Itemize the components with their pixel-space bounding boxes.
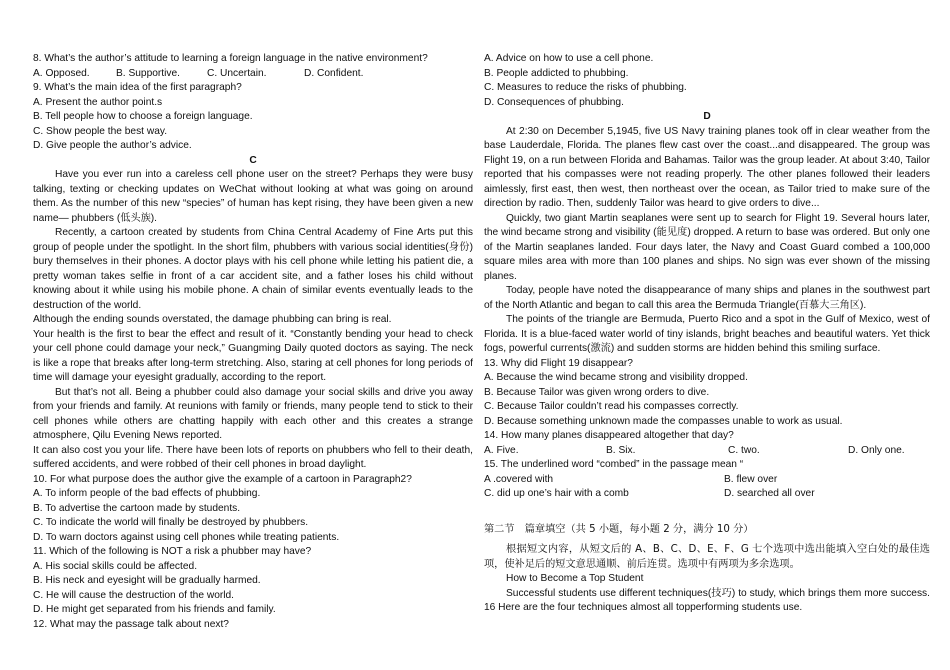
question-15: 15. The underlined word “combed” in the passage mean “ xyxy=(484,459,744,470)
option-c: C. Show people the best way. xyxy=(33,125,168,137)
article-title: How to Become a Top Student xyxy=(506,573,644,584)
passage-d-paragraph-4: The points of the triangle are Bermuda, Puerto Rico and a spot in the Gulf of Mexico, west of Florida. It is a blue-faced water world of tiny islands, bright beaches and beautiful waters. Yet thick fogs, powerful currents(激流) and sudden storms are hidden behind this smiling surface. xyxy=(484,314,930,354)
option-d: D. To warn doctors against using cell phones while treating patients. xyxy=(33,531,340,543)
option-b: B. Six. xyxy=(606,444,636,456)
option-c: C. did up one’s hair with a comb xyxy=(484,488,629,499)
option-c: C. two. xyxy=(728,444,760,456)
option-c: C. To indicate the world will finally be destroyed by phubbers. xyxy=(33,517,309,528)
passage-c-paragraph-3b: Your health is the first to bear the effect and result of it. “Constantly bending your head to check your cell phone could damage your neck,” Guangming Daily quoted doctors as saying. The neck is like a rope that breaks after long-term stretching. Also, staring at cell phones for long periods of time will damage your eyesight gradually, according to the report. xyxy=(33,328,473,383)
option-a: A. His social skills could be affected. xyxy=(33,560,198,572)
option-b: B. People addicted to phubbing. xyxy=(484,67,629,79)
question-15-options-row-1 xyxy=(484,473,930,488)
option-a: A. Present the author point.s xyxy=(33,96,163,108)
section-2-instructions: 根据短文内容，从短文后的 A、B、C、D、E、F、G 七个选项中选出能填入空白处的最佳选项，使补足后的短文意思通顺、前后连贯。选项中有两项为多余选项。 xyxy=(484,544,930,570)
option-b: B. flew over xyxy=(724,473,778,485)
option-b: B. His neck and eyesight will be gradually harmed. xyxy=(33,575,261,586)
question-14-options xyxy=(484,444,930,459)
option-c: C. Uncertain. xyxy=(207,67,267,79)
passage-c-paragraph-1: Have you ever run into a careless cell phone user on the street? Perhaps they were busy talking, texting or checking updates on WeChat without looking at what was going on around them. As the number of this new “species” of human has kept rising, they have been given a new name— phubbers (低头族). xyxy=(33,169,473,224)
option-a: A. Because the wind became strong and visibility dropped. xyxy=(484,372,748,383)
question-13: 13. Why did Flight 19 disappear? xyxy=(484,357,633,369)
section-d-heading: D xyxy=(703,111,711,122)
question-9: 9. What’s the main idea of the first paragraph? xyxy=(33,82,242,93)
left-column xyxy=(33,52,473,632)
option-d: D. Only one. xyxy=(848,444,905,456)
option-b: B. Because Tailor was given wrong orders to dive. xyxy=(484,386,710,398)
option-a: A. To inform people of the bad effects of phubbing. xyxy=(33,488,261,499)
option-d: D. He might get separated from his friends and family. xyxy=(33,604,276,615)
section-2-heading: 第二节 篇章填空（共 5 小题，每小题 2 分，满分 10 分） xyxy=(484,523,754,535)
right-column xyxy=(484,52,930,616)
question-15-options-row-2 xyxy=(484,487,930,502)
question-14: 14. How many planes disappeared altogether that day? xyxy=(484,430,734,441)
section-c-heading: C xyxy=(249,154,257,166)
passage-c-paragraph-5: It can also cost you your life. There have been lots of reports on phubbers who fell to their death, suffered accidents, and were robbed of their cell phones in broad daylight. xyxy=(33,444,473,470)
option-a: A. Five. xyxy=(484,444,519,456)
option-c: C. Because Tailor couldn’t read his compasses correctly. xyxy=(484,401,739,412)
passage-c-paragraph-3a: Although the ending sounds overstated, the damage phubbing can bring is real. xyxy=(33,314,392,325)
article-paragraph-1: Successful students use different techniques(技巧) to study, which brings them more success. 16 Here are the four techniques almost all topperforming students use. xyxy=(484,587,930,613)
passage-c-paragraph-2: Recently, a cartoon created by students from China Central Academy of Fine Arts put this group of people under the spotlight. In the short film, phubbers with various social identities(身份) bury themselves in their phones. A doctor plays with his cell phone while letting his patient die, a pretty woman takes selfie in front of a car accident site, and a father loses his child without knowing about it while using his mobile phone. A chain of similar events eventually leads to the destruction of the world. xyxy=(33,227,473,311)
question-12: 12. What may the passage talk about next? xyxy=(33,618,229,630)
option-a: A .covered with xyxy=(484,473,554,485)
passage-d-paragraph-2: Quickly, two giant Martin seaplanes were sent up to search for Flight 19. Several hours later, the wind became strong and visibility (能见度) dropped. A return to base was ordered. But only one of the Martin seaplanes landed. Four days later, the Navy and Coast Guard combed a 100,000 square miles area with more than 100 planes and ships. No sign was ever shown of the missing planes. xyxy=(484,212,930,282)
passage-d-paragraph-1: At 2:30 on December 5,1945, five US Navy training planes took off in clear weather from the base Lauderdale, Florida. The planes flew cast over the coast...and disappeared. The group was Flight 19, on a run between Florida and Bahamas. Tailor was the group leader. At about 3:40, Tailor reported that his compasses were not reading properly. The other planes followed their leaders aimlessly, first east, then west, then northeast over the ocean, as Tailor tried to make sure of the direction by radio. Then, suddenly Tailor was heard to give orders to dive... xyxy=(484,125,930,209)
option-b: B. To advertise the cartoon made by students. xyxy=(33,502,241,514)
question-11: 11. Which of the following is NOT a risk a phubber may have? xyxy=(33,546,312,557)
option-d: D. Because something unknown made the compasses unable to work as usual. xyxy=(484,415,843,427)
option-d: D. Consequences of phubbing. xyxy=(484,96,624,108)
option-a: A. Advice on how to use a cell phone. xyxy=(484,53,654,64)
option-c: C. He will cause the destruction of the world. xyxy=(33,589,235,601)
spacer xyxy=(484,502,930,519)
passage-c-paragraph-4: But that’s not all. Being a phubber could also damage your social skills and drive you away from your friends and family. At reunions with family or friends, many people tend to stick to their cell phones while others are chatting happily with each other and this creates a strange atmosphere, Qilu Evening News reported. xyxy=(33,386,473,441)
option-a: A. Opposed. xyxy=(33,67,90,79)
option-c: C. Measures to reduce the risks of phubbing. xyxy=(484,82,687,93)
option-d: D. Give people the author’s advice. xyxy=(33,140,192,151)
question-8-options xyxy=(33,67,473,82)
option-b: B. Supportive. xyxy=(116,67,180,79)
question-8: 8. What’s the author’s attitude to learning a foreign language in the native environment? xyxy=(33,53,428,64)
option-b: B. Tell people how to choose a foreign language. xyxy=(33,111,253,122)
question-10: 10. For what purpose does the author give the example of a cartoon in Paragraph2? xyxy=(33,473,412,485)
option-d: D. Confident. xyxy=(304,67,364,79)
option-d: D. searched all over xyxy=(724,488,815,499)
passage-d-paragraph-3: Today, people have noted the disappearance of many ships and planes in the southwest part of the North Atlantic and began to call this area the Bermuda Triangle(百慕大三角区). xyxy=(484,285,930,311)
